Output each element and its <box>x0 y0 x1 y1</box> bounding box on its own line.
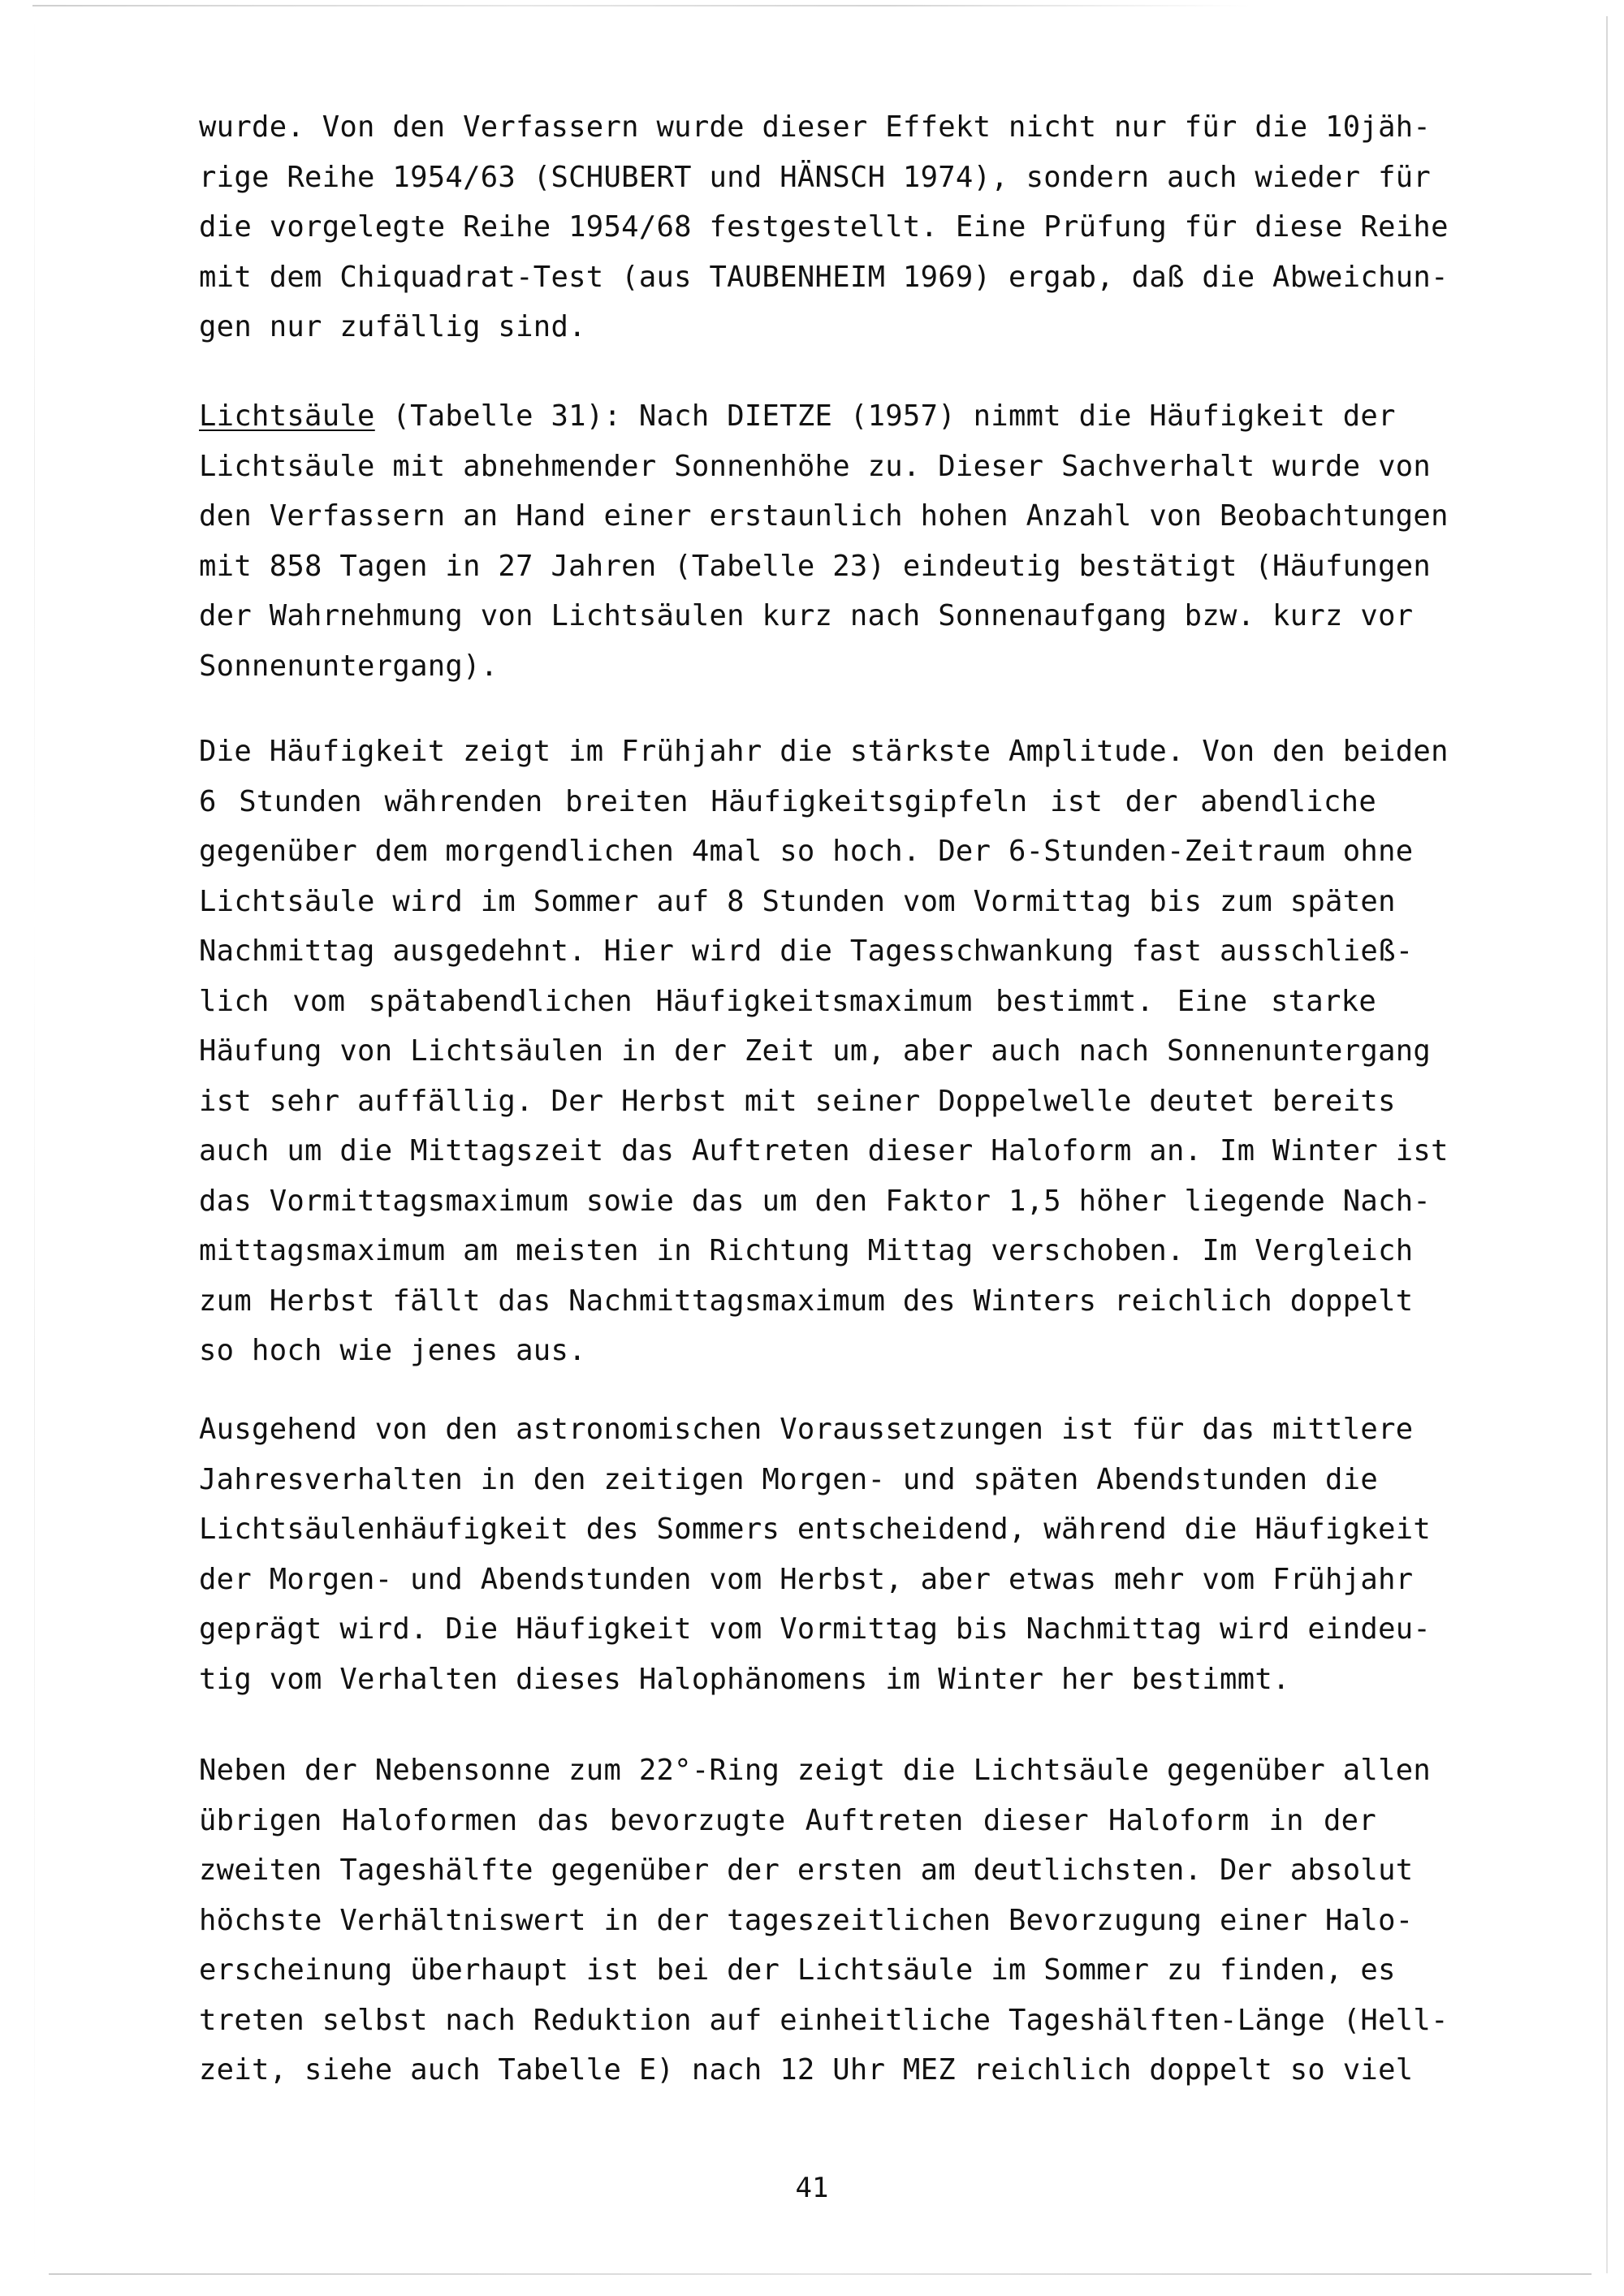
text-line: das Vormittagsmaximum sowie das um den Faktor 1,5 höher liegende Nach- <box>199 1184 1432 1218</box>
text-line: wurde. Von den Verfassern wurde dieser Effekt nicht nur für die 10jäh- <box>199 110 1432 144</box>
text-line: auch um die Mittagszeit das Auftreten dieser Haloform an. Im Winter ist <box>199 1134 1449 1167</box>
text-line: mittagsmaximum am meisten in Richtung Mittag verschoben. Im Vergleich <box>199 1234 1414 1267</box>
text-line-rest: (Tabelle 31): Nach DIETZE (1957) nimmt die Häufigkeit der <box>374 399 1396 433</box>
text-line: Sonnenuntergang). <box>199 649 499 683</box>
text-line: geprägt wird. Die Häufigkeit vom Vormittag bis Nachmittag wird eindeu- <box>199 1612 1432 1646</box>
paragraph-1 <box>199 102 1449 352</box>
text-line: gegenüber dem morgendlichen 4mal so hoch. Der 6-Stunden-Zeitraum ohne <box>199 835 1414 868</box>
text-line: zeit, siehe auch Tabelle E) nach 12 Uhr MEZ reichlich doppelt so viel <box>199 2053 1414 2087</box>
text-line: Lichtsäulenhäufigkeit des Sommers entscheidend, während die Häufigkeit <box>199 1513 1432 1546</box>
paragraph-4 <box>199 1405 1432 1704</box>
text-line: rige Reihe 1954/63 (SCHUBERT und HÄNSCH 1974), sondern auch wieder für <box>199 160 1432 194</box>
text-line: übrigen Haloformen das bevorzugte Auftreten dieser Haloform in der <box>199 1803 1376 1837</box>
text-line: Jahresverhalten in den zeitigen Morgen- und späten Abendstunden die <box>199 1462 1379 1496</box>
text-line: treten selbst nach Reduktion auf einheitliche Tageshälften-Länge (Hell- <box>199 2003 1449 2037</box>
text-line: zum Herbst fällt das Nachmittagsmaximum des Winters reichlich doppelt <box>199 1284 1414 1318</box>
scan-border-bottom <box>49 2273 1592 2275</box>
scan-border-top <box>32 5 1250 6</box>
text-line: lich vom spätabendlichen Häufigkeitsmaximum bestimmt. Eine starke <box>199 984 1376 1018</box>
text-line: Die Häufigkeit zeigt im Frühjahr die stärkste Amplitude. Von den beiden <box>199 735 1449 768</box>
text-line-with-heading <box>199 391 1396 442</box>
text-line: die vorgelegte Reihe 1954/68 festgestellt. Eine Prüfung für diese Reihe <box>199 210 1449 244</box>
text-line: Nachmittag ausgedehnt. Hier wird die Tagesschwankung fast ausschließ- <box>199 934 1414 968</box>
text-line: der Wahrnehmung von Lichtsäulen kurz nach Sonnenaufgang bzw. kurz vor <box>199 599 1414 632</box>
text-line: höchste Verhältniswert in der tageszeitlichen Bevorzugung einer Halo- <box>199 1903 1414 1937</box>
paragraph-2 <box>199 391 1449 691</box>
text-line: Neben der Nebensonne zum 22°-Ring zeigt die Lichtsäule gegenüber allen <box>199 1754 1432 1787</box>
text-line: tig vom Verhalten dieses Halophänomens im Winter her bestimmt. <box>199 1662 1290 1696</box>
text-line: ist sehr auffällig. Der Herbst mit seiner Doppelwelle deutet bereits <box>199 1084 1396 1118</box>
text-line: 6 Stunden währenden breiten Häufigkeitsgipfeln ist der abendliche <box>199 784 1376 818</box>
scan-border-left <box>34 16 35 2273</box>
scan-border-right <box>1606 16 1608 2273</box>
section-heading-lichtsaeule: Lichtsäule <box>199 399 375 433</box>
text-line: der Morgen- und Abendstunden vom Herbst, aber etwas mehr vom Frühjahr <box>199 1562 1414 1596</box>
text-line: gen nur zufällig sind. <box>199 310 586 343</box>
text-line: Lichtsäule wird im Sommer auf 8 Stunden vom Vormittag bis zum späten <box>199 884 1396 918</box>
paragraph-5 <box>199 1746 1449 2095</box>
text-line: mit dem Chiquadrat-Test (aus TAUBENHEIM 1969) ergab, daß die Abweichun- <box>199 260 1449 294</box>
text-line: erscheinung überhaupt ist bei der Lichtsäule im Sommer zu finden, es <box>199 1953 1396 1987</box>
paragraph-3 <box>199 727 1449 1376</box>
text-line: so hoch wie jenes aus. <box>199 1334 586 1367</box>
text-line: mit 858 Tagen in 27 Jahren (Tabelle 23) eindeutig bestätigt (Häufungen <box>199 549 1432 583</box>
page-number: 41 <box>795 2172 829 2204</box>
text-line: Lichtsäule mit abnehmender Sonnenhöhe zu. Dieser Sachverhalt wurde von <box>199 449 1432 483</box>
text-line: den Verfassern an Hand einer erstaunlich hohen Anzahl von Beobachtungen <box>199 499 1449 533</box>
text-line: Häufung von Lichtsäulen in der Zeit um, aber auch nach Sonnenuntergang <box>199 1034 1432 1068</box>
text-line: zweiten Tageshälfte gegenüber der ersten am deutlichsten. Der absolut <box>199 1854 1414 1887</box>
text-line: Ausgehend von den astronomischen Voraussetzungen ist für das mittlere <box>199 1413 1414 1446</box>
